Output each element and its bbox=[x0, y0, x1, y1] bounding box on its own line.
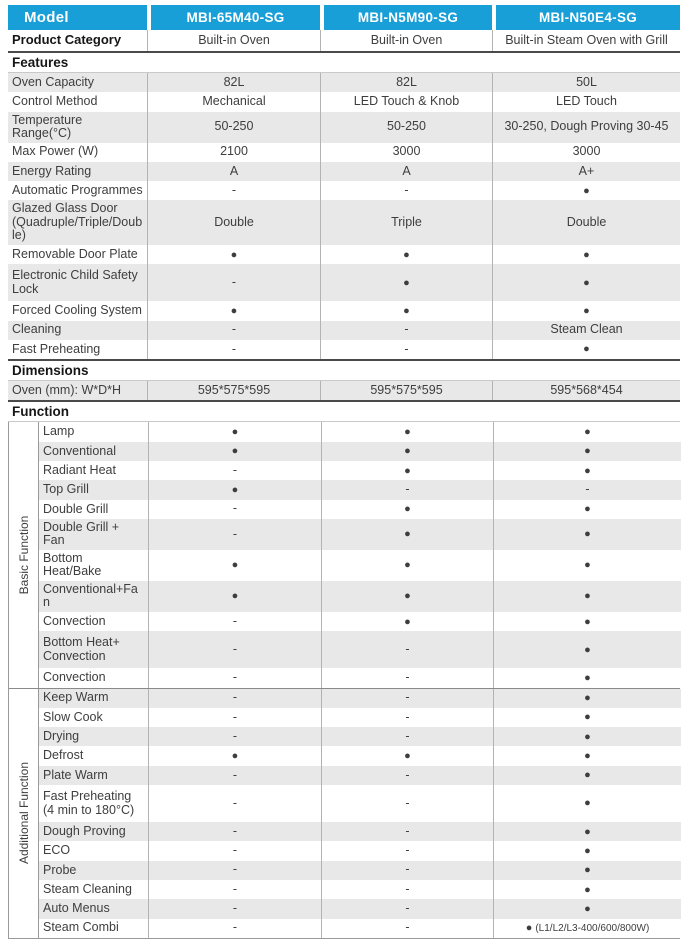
cell-value: - bbox=[321, 708, 493, 727]
basic-function-vertical-label: Basic Function bbox=[16, 515, 31, 595]
cell-value: ● bbox=[321, 550, 493, 581]
cell-value: - bbox=[320, 181, 492, 200]
features-rows bbox=[8, 73, 680, 359]
cell-value: ● bbox=[320, 245, 492, 264]
row-label: Bottom Heat/Bake bbox=[43, 550, 102, 579]
row-label: Cleaning bbox=[12, 322, 62, 337]
cell-value: - bbox=[321, 880, 493, 899]
cell-value: ● bbox=[321, 461, 493, 480]
table-row bbox=[39, 631, 681, 668]
cell-value: ● bbox=[493, 442, 681, 461]
row-label: Oven (mm): W*D*H bbox=[12, 383, 122, 398]
cell-value: - bbox=[147, 321, 320, 340]
cell-value: - bbox=[148, 708, 321, 727]
cell-value: ● bbox=[321, 746, 493, 765]
table-row bbox=[39, 500, 681, 519]
table-row bbox=[39, 785, 681, 822]
cell-value: ● bbox=[493, 727, 681, 746]
spec-comparison-table bbox=[8, 5, 680, 939]
cell-value: - bbox=[148, 689, 321, 708]
row-label: Drying bbox=[43, 729, 80, 744]
table-row bbox=[39, 746, 681, 765]
cell-value: LED Touch & Knob bbox=[320, 92, 492, 111]
cell-value: 30-250, Dough Proving 30-45 bbox=[492, 112, 680, 143]
cell-value: - bbox=[147, 340, 320, 359]
cell-value: Built-in Oven bbox=[147, 30, 320, 51]
cell-value: ● bbox=[493, 668, 681, 687]
cell-value: ● bbox=[493, 785, 681, 822]
cell-value: 2100 bbox=[147, 143, 320, 162]
cell-value: ● bbox=[493, 519, 681, 550]
row-label: Glazed Glass Door (Quadruple/Triple/Double) bbox=[12, 201, 143, 243]
cell-value: - bbox=[321, 727, 493, 746]
section-heading-function: Function bbox=[12, 404, 69, 420]
row-label: Fast Preheating (4 min to 180°C) bbox=[43, 789, 135, 817]
model-header-label: Model bbox=[8, 5, 147, 30]
row-label: Convection bbox=[43, 613, 106, 628]
cell-value: ● bbox=[493, 880, 681, 899]
row-label: Convection bbox=[43, 670, 106, 685]
cell-value: ● bbox=[321, 612, 493, 631]
row-label: Conventional bbox=[43, 443, 116, 458]
cell-value: 82L bbox=[147, 73, 320, 92]
basic-function-group bbox=[9, 422, 680, 687]
cell-value: - bbox=[321, 822, 493, 841]
cell-value: - bbox=[321, 631, 493, 668]
table-row bbox=[39, 581, 681, 612]
row-label: Dough Proving bbox=[43, 823, 126, 838]
cell-value: ● bbox=[493, 899, 681, 918]
cell-value: - bbox=[321, 668, 493, 687]
row-label: Plate Warm bbox=[43, 767, 108, 782]
additional-function-rows bbox=[39, 689, 681, 938]
cell-value: - bbox=[321, 841, 493, 860]
row-label: ECO bbox=[43, 843, 71, 858]
cell-value: 82L bbox=[320, 73, 492, 92]
cell-value: - bbox=[148, 668, 321, 687]
row-label: Radiant Heat bbox=[43, 462, 116, 477]
row-label: Top Grill bbox=[43, 482, 89, 497]
cell-value: ● bbox=[148, 480, 321, 499]
row-label: Energy Rating bbox=[12, 163, 92, 178]
table-row bbox=[39, 668, 681, 687]
cell-value: 3000 bbox=[320, 143, 492, 162]
model-name-2: MBI-N5M90-SG bbox=[320, 5, 492, 30]
cell-value: ● bbox=[493, 689, 681, 708]
cell-value: ● bbox=[321, 442, 493, 461]
basic-function-side-strip bbox=[9, 422, 39, 687]
table-row bbox=[39, 727, 681, 746]
cell-value: ● bbox=[148, 746, 321, 765]
table-header bbox=[8, 5, 680, 30]
table-row bbox=[8, 321, 680, 340]
cell-value: Double bbox=[492, 200, 680, 245]
row-label: Lamp bbox=[43, 424, 75, 439]
table-row bbox=[8, 264, 680, 301]
cell-value: - bbox=[148, 841, 321, 860]
cell-value: ● bbox=[493, 861, 681, 880]
cell-value: ● bbox=[321, 581, 493, 612]
row-label: Conventional+Fan bbox=[43, 581, 138, 610]
cell-value: - bbox=[148, 461, 321, 480]
row-label: Oven Capacity bbox=[12, 74, 94, 89]
table-row bbox=[39, 612, 681, 631]
table-row bbox=[39, 519, 681, 550]
cell-value: ● bbox=[321, 500, 493, 519]
cell-value: ● bbox=[493, 766, 681, 785]
cell-note: (L1/L2/L3-400/600/800W) bbox=[535, 922, 650, 934]
cell-value: - bbox=[320, 321, 492, 340]
cell-value: ● bbox=[148, 442, 321, 461]
table-row bbox=[8, 301, 680, 320]
row-label: Slow Cook bbox=[43, 709, 103, 724]
cell-value: LED Touch bbox=[492, 92, 680, 111]
cell-value: ● bbox=[493, 841, 681, 860]
table-row bbox=[8, 340, 680, 359]
cell-value: - bbox=[148, 899, 321, 918]
section-heading-features: Features bbox=[12, 55, 69, 70]
cell-value: - bbox=[148, 727, 321, 746]
cell-value: - bbox=[321, 689, 493, 708]
cell-value: 3000 bbox=[492, 143, 680, 162]
table-row bbox=[39, 899, 681, 918]
cell-value: - bbox=[493, 480, 681, 499]
cell-value: - bbox=[148, 631, 321, 668]
cell-value: Triple bbox=[320, 200, 492, 245]
cell-value: - bbox=[321, 766, 493, 785]
cell-value: ● bbox=[492, 181, 680, 200]
table-row bbox=[39, 841, 681, 860]
cell-value: ● bbox=[492, 340, 680, 359]
cell-value: - bbox=[148, 500, 321, 519]
table-row bbox=[8, 381, 680, 400]
row-label: Forced Cooling System bbox=[12, 303, 142, 318]
cell-value: - bbox=[321, 861, 493, 880]
table-row bbox=[8, 162, 680, 181]
cell-value: Steam Clean bbox=[492, 321, 680, 340]
row-label: Automatic Programmes bbox=[12, 183, 143, 198]
cell-value: ● bbox=[492, 301, 680, 320]
cell-value: - bbox=[321, 480, 493, 499]
cell-value: 50-250 bbox=[320, 112, 492, 143]
cell-value: ● bbox=[493, 612, 681, 631]
cell-value: - bbox=[148, 919, 321, 938]
additional-function-side-strip bbox=[9, 689, 39, 938]
table-row bbox=[8, 73, 680, 92]
cell-value: ● bbox=[320, 264, 492, 301]
row-label: Steam Cleaning bbox=[43, 881, 132, 896]
cell-value: ● bbox=[147, 245, 320, 264]
table-row bbox=[39, 766, 681, 785]
table-row bbox=[39, 422, 681, 441]
cell-value: - bbox=[148, 861, 321, 880]
table-row bbox=[39, 861, 681, 880]
table-row bbox=[8, 181, 680, 200]
cell-value: ● bbox=[148, 550, 321, 581]
row-label: Double Grill + Fan bbox=[43, 519, 120, 548]
row-label: Probe bbox=[43, 862, 77, 877]
cell-value: - bbox=[147, 264, 320, 301]
dimensions-rows bbox=[8, 381, 680, 400]
table-row bbox=[8, 112, 680, 143]
cell-value: ● bbox=[493, 581, 681, 612]
cell-value: - bbox=[148, 785, 321, 822]
cell-value: 595*575*595 bbox=[320, 381, 492, 400]
row-label: Bottom Heat+ Convection bbox=[43, 635, 120, 663]
cell-value: ● bbox=[493, 550, 681, 581]
cell-value bbox=[493, 919, 681, 938]
cell-value: ● bbox=[148, 581, 321, 612]
cell-value: Double bbox=[147, 200, 320, 245]
table-row bbox=[39, 480, 681, 499]
cell-value: - bbox=[321, 919, 493, 938]
product-category-row bbox=[8, 30, 680, 51]
cell-value: - bbox=[321, 785, 493, 822]
cell-value: ● bbox=[321, 422, 493, 441]
table-row bbox=[39, 689, 681, 708]
model-name-3: MBI-N50E4-SG bbox=[492, 5, 680, 30]
cell-value: A bbox=[147, 162, 320, 181]
cell-value: - bbox=[320, 340, 492, 359]
cell-value: ● bbox=[493, 631, 681, 668]
cell-value: ● bbox=[493, 708, 681, 727]
cell-value: Built-in Steam Oven with Grill bbox=[492, 30, 680, 51]
table-row bbox=[8, 245, 680, 264]
cell-value: 50L bbox=[492, 73, 680, 92]
cell-value: ● bbox=[320, 301, 492, 320]
table-row bbox=[39, 442, 681, 461]
cell-value: ● bbox=[147, 301, 320, 320]
row-label: Fast Preheating bbox=[12, 341, 101, 356]
table-row bbox=[39, 822, 681, 841]
section-heading-dimensions: Dimensions bbox=[12, 363, 89, 379]
cell-value: ● bbox=[493, 422, 681, 441]
cell-value: ● bbox=[493, 746, 681, 765]
cell-value: ● bbox=[148, 422, 321, 441]
cell-value: - bbox=[148, 519, 321, 550]
table-row bbox=[39, 708, 681, 727]
model-name-1: MBI-65M40-SG bbox=[147, 5, 320, 30]
table-row bbox=[39, 461, 681, 480]
cell-value: Mechanical bbox=[147, 92, 320, 111]
feature-dot-icon: ● bbox=[525, 921, 533, 934]
row-label: Temperature Range(°C) bbox=[12, 112, 83, 141]
cell-value: - bbox=[148, 612, 321, 631]
table-row bbox=[8, 200, 680, 245]
row-label: Steam Combi bbox=[43, 920, 119, 935]
row-label: Control Method bbox=[12, 94, 98, 109]
table-row bbox=[8, 92, 680, 111]
cell-value: 595*575*595 bbox=[147, 381, 320, 400]
table-row bbox=[39, 880, 681, 899]
cell-value: - bbox=[148, 880, 321, 899]
row-label: Max Power (W) bbox=[12, 144, 99, 159]
cell-value: 595*568*454 bbox=[492, 381, 680, 400]
table-row bbox=[39, 919, 681, 938]
cell-value: A bbox=[320, 162, 492, 181]
cell-value: - bbox=[321, 899, 493, 918]
row-label: Removable Door Plate bbox=[12, 246, 138, 261]
additional-function-vertical-label: Additional Function bbox=[16, 762, 31, 865]
table-row bbox=[39, 550, 681, 581]
row-label: Product Category bbox=[12, 32, 122, 48]
cell-value: ● bbox=[493, 461, 681, 480]
cell-value: - bbox=[147, 181, 320, 200]
cell-value: ● bbox=[493, 500, 681, 519]
row-label: Auto Menus bbox=[43, 901, 110, 916]
cell-value: Built-in Oven bbox=[320, 30, 492, 51]
cell-value: ● bbox=[493, 822, 681, 841]
cell-value: A+ bbox=[492, 162, 680, 181]
row-label: Defrost bbox=[43, 748, 84, 763]
table-row bbox=[8, 143, 680, 162]
function-section bbox=[8, 422, 680, 938]
row-label: Double Grill bbox=[43, 501, 109, 516]
cell-value: ● bbox=[492, 245, 680, 264]
cell-value: - bbox=[148, 822, 321, 841]
additional-function-group bbox=[9, 689, 680, 938]
row-label: Electronic Child Safety Lock bbox=[12, 268, 138, 296]
cell-value: ● bbox=[321, 519, 493, 550]
cell-value: ● bbox=[492, 264, 680, 301]
row-label: Keep Warm bbox=[43, 690, 109, 705]
cell-value: - bbox=[148, 766, 321, 785]
cell-value: 50-250 bbox=[147, 112, 320, 143]
basic-function-rows bbox=[39, 422, 681, 687]
